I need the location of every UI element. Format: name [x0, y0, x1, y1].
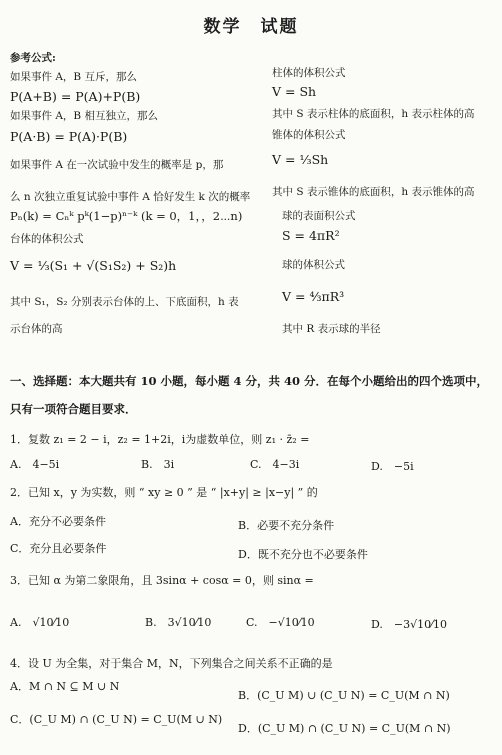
question-stem: 3．已知 α 为第二象限角，且 3sinα + cosα = 0，则 sinα =	[10, 574, 314, 587]
formula-right-line: 其中 R 表示球的半径	[282, 323, 381, 335]
formula-right-line: 球的体积公式	[282, 259, 345, 271]
option-a: A．充分不必要条件	[10, 515, 106, 528]
formula-left-line: 台体的体积公式	[10, 233, 84, 245]
formula-right-line: S = 4πR²	[282, 228, 340, 243]
formula-heading: 参考公式:	[10, 52, 56, 64]
option-a: A. √10⁄10	[10, 616, 70, 629]
page-title: 数学 试题	[203, 17, 299, 37]
question-stem: 2．已知 x，y 为实数，则 “ xy ≥ 0 ” 是 “ |x+y| ≥ |x−y| ” 的	[10, 486, 318, 499]
section-heading: 一、选择题：本大题共有 10 小题，每小题 4 分，共 40 分．在每个小题给出的四个选项中，	[10, 374, 489, 388]
formula-left-line: 么 n 次独立重复试验中事件 A 恰好发生 k 次的概率	[10, 191, 251, 203]
question-stem: 1．复数 z₁ = 2 − i，z₂ = 1+2i，i为虚数单位，则 z₁ · z̄₂ =	[10, 433, 310, 446]
formula-left-line: 其中 S₁，S₂ 分别表示台体的上、下底面积，h 表	[10, 296, 239, 308]
option-d: D. −3√10⁄10	[371, 618, 447, 631]
formula-right-line: V = ⁴⁄₃πR³	[282, 289, 345, 304]
section-heading: 只有一项符合题目要求．	[10, 402, 137, 416]
formula-right-line: 锥体的体积公式	[272, 129, 346, 141]
formula-right-line: 其中 S 表示锥体的底面积，h 表示锥体的高	[272, 186, 475, 198]
option-b: B. 3√10⁄10	[145, 616, 212, 629]
option-d: D. −5i	[371, 460, 414, 473]
option-d: D．(C_U M) ∩ (C_U N) = C_U(M ∩ N)	[238, 722, 451, 735]
option-a: A. 4−5i	[10, 458, 60, 471]
option-b: B. 3i	[141, 458, 175, 471]
formula-right-line: 其中 S 表示柱体的底面积，h 表示柱体的高	[272, 108, 475, 120]
formula-left-line: 示台体的高	[10, 323, 63, 335]
formula-right-line: V = Sh	[272, 84, 317, 99]
formula-left-line: V = ⅓(S₁ + √(S₁S₂) + S₂)h	[10, 258, 177, 273]
formula-left-line: 如果事件 A，B 互斥，那么	[10, 71, 137, 83]
option-c: C．充分且必要条件	[10, 542, 107, 555]
formula-right-line: 柱体的体积公式	[272, 67, 346, 79]
option-c: C. −√10⁄10	[246, 616, 315, 629]
option-c: C．(C_U M) ∩ (C_U N) = C_U(M ∪ N)	[10, 713, 223, 726]
formula-left-line: P(A·B) = P(A)·P(B)	[10, 129, 128, 144]
formula-right-line: 球的表面积公式	[282, 210, 356, 222]
formula-right-line: V = ⅓Sh	[272, 152, 329, 167]
formula-left-line: 如果事件 A，B 相互独立，那么	[10, 110, 158, 122]
question-stem: 4．设 U 为全集，对于集合 M，N，下列集合之间关系不正确的是	[10, 657, 333, 670]
option-a: A．M ∩ N ⊆ M ∪ N	[10, 680, 120, 693]
option-d: D．既不充分也不必要条件	[238, 548, 368, 561]
formula-left-line: P(A+B) = P(A)+P(B)	[10, 89, 141, 104]
formula-left-line: 如果事件 A 在一次试验中发生的概率是 p，那	[10, 159, 224, 171]
option-c: C. 4−3i	[250, 458, 300, 471]
option-b: B．(C_U M) ∪ (C_U N) = C_U(M ∩ N)	[238, 689, 450, 702]
option-b: B．必要不充分条件	[238, 519, 335, 532]
formula-left-line: Pₙ(k) = Cₙᵏ pᵏ(1−p)ⁿ⁻ᵏ (k = 0，1，，2⋯n)	[10, 209, 243, 223]
